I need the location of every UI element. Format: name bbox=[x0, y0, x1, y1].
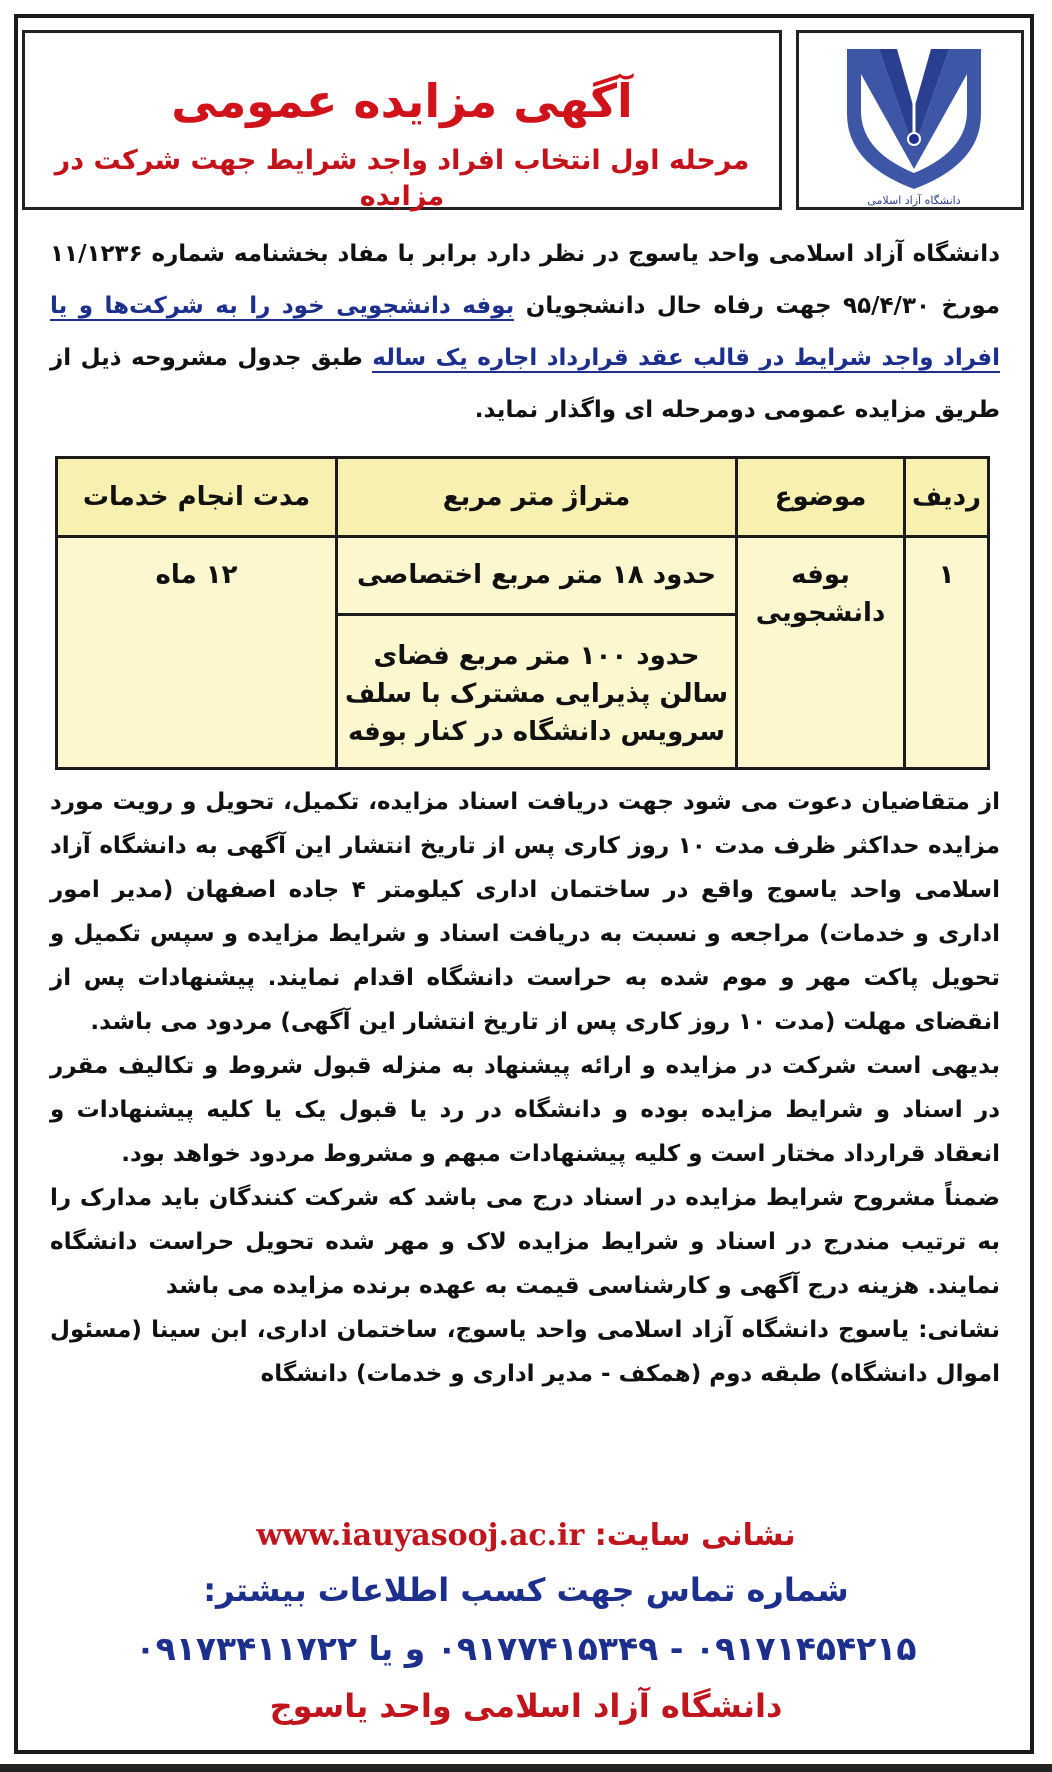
body-paragraph-2: بدیهی است شرکت در مزایده و ارائه پیشنهاد به منزله قبول شروط و تکالیف مقرر در اسناد و شرایط مزایده بوده و دانشگاه در رد یا قبول یک یا کلیه پیشنهادات و انعقاد قرارداد مختار است و کلیه پیشنهادات مبهم و مشروط مردود خواهد بود. bbox=[50, 1053, 1000, 1167]
intro-paragraph bbox=[50, 228, 1000, 436]
body-paragraph-3: ضمناً مشروح شرایط مزایده در اسناد درج می باشد که شرکت کنندگان باید مدارک را به ترتیب مندرج در اسناد و شرایط مزایده لاک و مهر شده تحویل حراست دانشگاه نمایند. هزینه درج آگهی و کارشناسی قیمت به عهده برنده مزایده می باشد bbox=[50, 1185, 1000, 1299]
contact-label: شماره تماس جهت کسب اطلاعات بیشتر: bbox=[203, 1571, 849, 1609]
website-line bbox=[0, 1514, 1052, 1558]
auction-table bbox=[58, 456, 990, 770]
table-row bbox=[57, 537, 989, 615]
col-header-duration: مدت انجام خدمات bbox=[57, 458, 337, 537]
notice-title: آگهی مزایده عمومی bbox=[171, 74, 633, 128]
intro-highlight: بوفه دانشجویی خود را به شرکت‌ها و یا افراد واجد شرایط در قالب عقد قرارداد اجاره یک ساله bbox=[50, 293, 1000, 371]
azad-university-logo-icon bbox=[839, 39, 989, 209]
site-url-link[interactable]: www.iauyasooj.ac.ir bbox=[256, 1518, 585, 1553]
notice-subtitle: مرحله اول انتخاب افراد واجد شرایط جهت شرکت در مزایده bbox=[54, 145, 750, 212]
row-subject: بوفه دانشجویی bbox=[737, 537, 905, 769]
site-label: نشانی سایت: bbox=[594, 1518, 796, 1553]
body-text bbox=[50, 780, 1000, 1396]
row-duration: ۱۲ ماه bbox=[57, 537, 337, 769]
phone-numbers: ۰۹۱۷۱۴۵۴۲۱۵ - ۰۹۱۷۷۴۱۵۳۴۹ و یا ۰۹۱۷۳۴۱۱۷۲۲ bbox=[135, 1629, 917, 1668]
intro-text-1: دانشگاه آزاد اسلامی واحد یاسوج در نظر دارد برابر با مفاد بخشنامه شماره ۱۱/۱۲۳۶ مورخ ۹۵/۴/۳۰ جهت رفاه حال دانشجویان bbox=[50, 241, 1000, 319]
university-name-footer: دانشگاه آزاد اسلامی واحد یاسوج bbox=[269, 1687, 783, 1725]
logo-caption: دانشگاه آزاد اسلامی bbox=[867, 194, 961, 207]
col-header-index: ردیف bbox=[905, 458, 989, 537]
bottom-rule bbox=[0, 1764, 1052, 1772]
body-paragraph-4: نشانی: یاسوج دانشگاه آزاد اسلامی واحد یاسوج، ساختمان اداری، ابن سینا (مسئول اموال دانشگاه) طبقه دوم (همکف - مدیر اداری و خدمات) دانشگاه bbox=[50, 1317, 1000, 1387]
row-area-shared: حدود ۱۰۰ متر مربع فضای سالن پذیرایی مشترک با سلف سرویس دانشگاه در کنار بوفه bbox=[337, 615, 737, 769]
row-area-private: حدود ۱۸ متر مربع اختصاصی bbox=[337, 537, 737, 615]
col-header-subject: موضوع bbox=[737, 458, 905, 537]
row-index: ۱ bbox=[905, 537, 989, 769]
logo-box bbox=[796, 30, 1024, 210]
col-header-area: متراژ متر مربع bbox=[337, 458, 737, 537]
header-title-box bbox=[22, 30, 782, 210]
intro-text-2: طبق جدول مشروحه ذیل از طریق مزایده عمومی دومرحله ای واگذار نماید. bbox=[50, 345, 1000, 423]
body-paragraph-1: از متقاضیان دعوت می شود جهت دریافت اسناد مزایده، تکمیل، تحویل و رویت مورد مزایده حداکثر ظرف مدت ۱۰ روز کاری پس از تاریخ انتشار این آگهی به دانشگاه آزاد اسلامی واحد یاسوج واقع در ساختمان اداری کیلومتر ۴ جاده اصفهان (مدیر امور اداری و خدمات) مراجعه و نسبت به دریافت اسناد و شرایط مزایده و سپس تکمیل و تحویل پاکت مهر و موم شده به حراست دانشگاه اقدام نمایند. پیشنهادات پس از انقضای مهلت (مدت ۱۰ روز کاری پس از تاریخ انتشار این آگهی) مردود می باشد. bbox=[50, 789, 1000, 1035]
